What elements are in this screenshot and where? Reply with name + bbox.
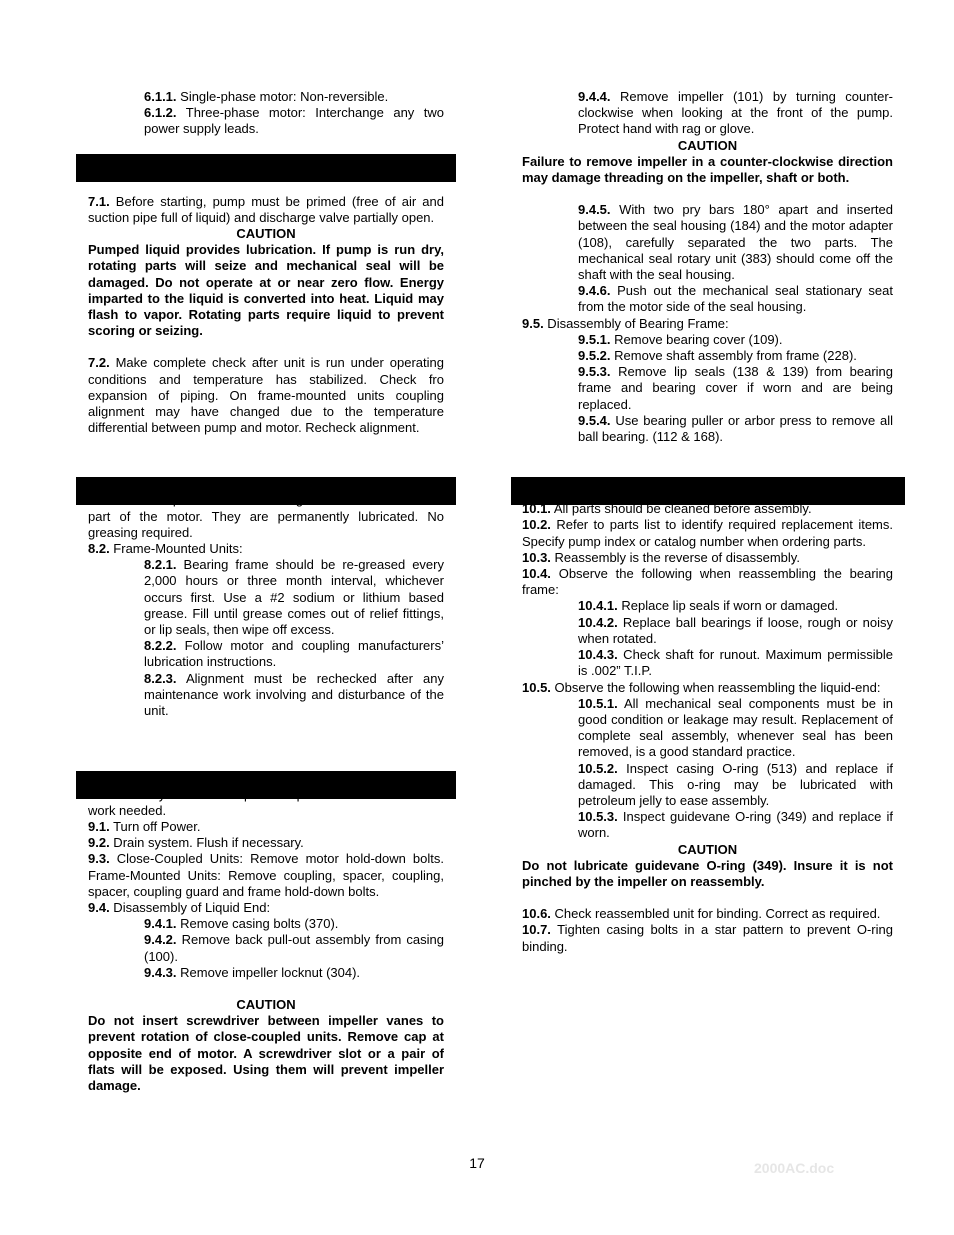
item-9-5-2: 9.5.2. Remove shaft assembly from frame (228). — [578, 348, 857, 364]
caution-heading: CAUTION — [677, 841, 738, 857]
document-filename: 2000AC.doc — [754, 1160, 835, 1176]
item-9-2: 9.2. Drain system. Flush if necessary. — [88, 835, 304, 851]
item-9-4-3: 9.4.3. Remove impeller locknut (304). — [144, 964, 361, 980]
item-9-4-2: 9.4.2. Remove back pull-out assembly from casing (100). — [144, 932, 444, 964]
caution-text: Do not lubricate guidevane O-ring (349). Insure it is not pinched by the impeller on reassembly. — [522, 857, 893, 889]
item-10-1: 10.1. All parts should be cleaned before assembly. — [522, 501, 812, 517]
item-9-5: 9.5. Disassembly of Bearing Frame: — [522, 315, 729, 331]
caution-text: Pumped liquid provides lubrication. If pump is run dry, rotating parts will seize and mechanical seal will be damaged. Do not operate at or near zero flow. Energy imparted to the liquid is converted into heat. Liquid may flash to vapor. Rotating parts require liquid to prevent scoring or seizing. — [88, 242, 444, 339]
caution-heading: CAUTION — [236, 226, 296, 242]
item-9-5-4: 9.5.4. Use bearing puller or arbor press to remove all ball bearing. (112 & 168). — [578, 412, 893, 445]
item-10-4-1: 10.4.1. Replace lip seals if worn or damaged. — [578, 598, 839, 614]
caution-heading: CAUTION — [677, 137, 738, 153]
item-10-7: 10.7. Tighten casing bolts in a star pattern to prevent O-ring binding. — [522, 922, 893, 954]
caution-text: Do not insert screwdriver between impeller vanes to prevent rotation of close-coupled units. Remove cap at opposite end of motor. A screwdriver slot or a pair of flats will be exposed. Using them will prevent impeller damage. — [88, 1013, 444, 1093]
page-number: 17 — [469, 1155, 485, 1171]
item-10-4: 10.4. Observe the following when reassembling the bearing frame: — [522, 566, 893, 598]
item-10-5-3: 10.5.3. Inspect guidevane O-ring (349) and replace if worn. — [578, 809, 893, 841]
left-column — [88, 89, 444, 1094]
item-7-1: 7.1. Before starting, pump must be primed (free of air and suction pipe full of liquid) and discharge valve partially open. — [88, 193, 444, 225]
item-10-5-2: 10.5.2. Inspect casing O-ring (513) and replace if damaged. This o-ring may be lubricated with petroleum jelly to ease assembly. — [578, 760, 893, 808]
item-9-4-4: 9.4.4. Remove impeller (101) by turning counter-clockwise when looking at the front of the pump. Protect hand with rag or glove. — [578, 89, 893, 137]
item-8-2-1: 8.2.1. Bearing frame should be re-greased every 2,000 hours or three month interval, whichever occurs first. Use a #2 sodium or lithium based grease. Fill until grease comes out of relief fittings, or lip seals, then wipe off excess. — [144, 557, 444, 638]
item-9-4-1: 9.4.1. Remove casing bolts (370). — [144, 916, 339, 932]
item-9-4-6: 9.4.6. Push out the mechanical seal stationary seat from the motor side of the seal housing. — [578, 283, 893, 315]
right-column — [522, 89, 893, 955]
item-10-4-3: 10.4.3. Check shaft for runout. Maximum permissible is .002” T.I.P. — [578, 647, 893, 679]
item-8-2-3: 8.2.3. Alignment must be rechecked after any maintenance work involving and disturbance of the unit. — [144, 670, 444, 719]
item-7-2: 7.2. Make complete check after unit is run under operating conditions and temperature has stabilized. Check fro expansion of piping. On frame-mounted units coupling alignment may have changed due to the temperature differential between pump and motor. Recheck alignment. — [88, 355, 444, 436]
caution-heading: CAUTION — [236, 996, 296, 1012]
item-10-5: 10.5. Observe the following when reassembling the liquid-end: — [522, 679, 881, 695]
item-10-4-2: 10.4.2. Replace ball bearings if loose, rough or noisy when rotated. — [578, 614, 893, 646]
item-10-2: 10.2. Refer to parts list to identify required replacement items. Specify pump index or catalog number when ordering parts. — [522, 517, 893, 549]
item-10-5-1: 10.5.1. All mechanical seal components must be in good condition or leakage may result. Replacement of complete seal assembly, whenever seal has been removed, is a good standard practice. — [578, 695, 893, 760]
item-10-3: 10.3. Reassembly is the reverse of disassembly. — [522, 549, 800, 565]
item-9-3: 9.3. Close-Coupled Units: Remove motor hold-down bolts. Frame-Mounted Units: Remove coupling, spacer, coupling, spacer, coupling guard and frame hold-down bolts. — [88, 851, 444, 899]
item-9-1: 9.1. Turn off Power. — [88, 818, 201, 834]
item-6-1-2: 6.1.2. Three-phase motor: Interchange any two power supply leads. — [144, 105, 444, 137]
item-9-5-3: 9.5.3. Remove lip seals (138 & 139) from bearing frame and bearing cover if worn and are being replaced. — [578, 364, 893, 412]
item-10-6: 10.6. Check reassembled unit for binding. Correct as required. — [522, 906, 881, 922]
item-8-1: 8.1. Close-coupled Unit. Ball bearings are located in and are part of the motor. They are permanently lubricated. No greasing required. — [88, 492, 444, 540]
item-8-2-2: 8.2.2. Follow motor and coupling manufacturers’ lubrication instructions. — [144, 638, 444, 670]
item-9-4: 9.4. Disassembly of Liquid End: — [88, 899, 271, 915]
item-9-5-1: 9.5.1. Remove bearing cover (109). — [578, 331, 783, 347]
item-8-2: 8.2. Frame-Mounted Units: — [88, 541, 243, 557]
item-9-4-5: 9.4.5. With two pry bars 180° apart and inserted between the seal housing (184) and the motor adapter (108), carefully separated the two parts. The mechanical seal rotary unit (383) should come off the shaft with the seal housing. — [578, 202, 893, 283]
section-9-intro: Complete disassembly of the product will be described. Proceed only as far as required to perform the maintenance work needed. — [88, 770, 444, 818]
caution-text: Failure to remove impeller in a counter-clockwise direction may damage threading on the impeller, shaft or both. — [522, 153, 893, 186]
item-6-1-1: 6.1.1. Single-phase motor: Non-reversible. — [144, 89, 389, 104]
